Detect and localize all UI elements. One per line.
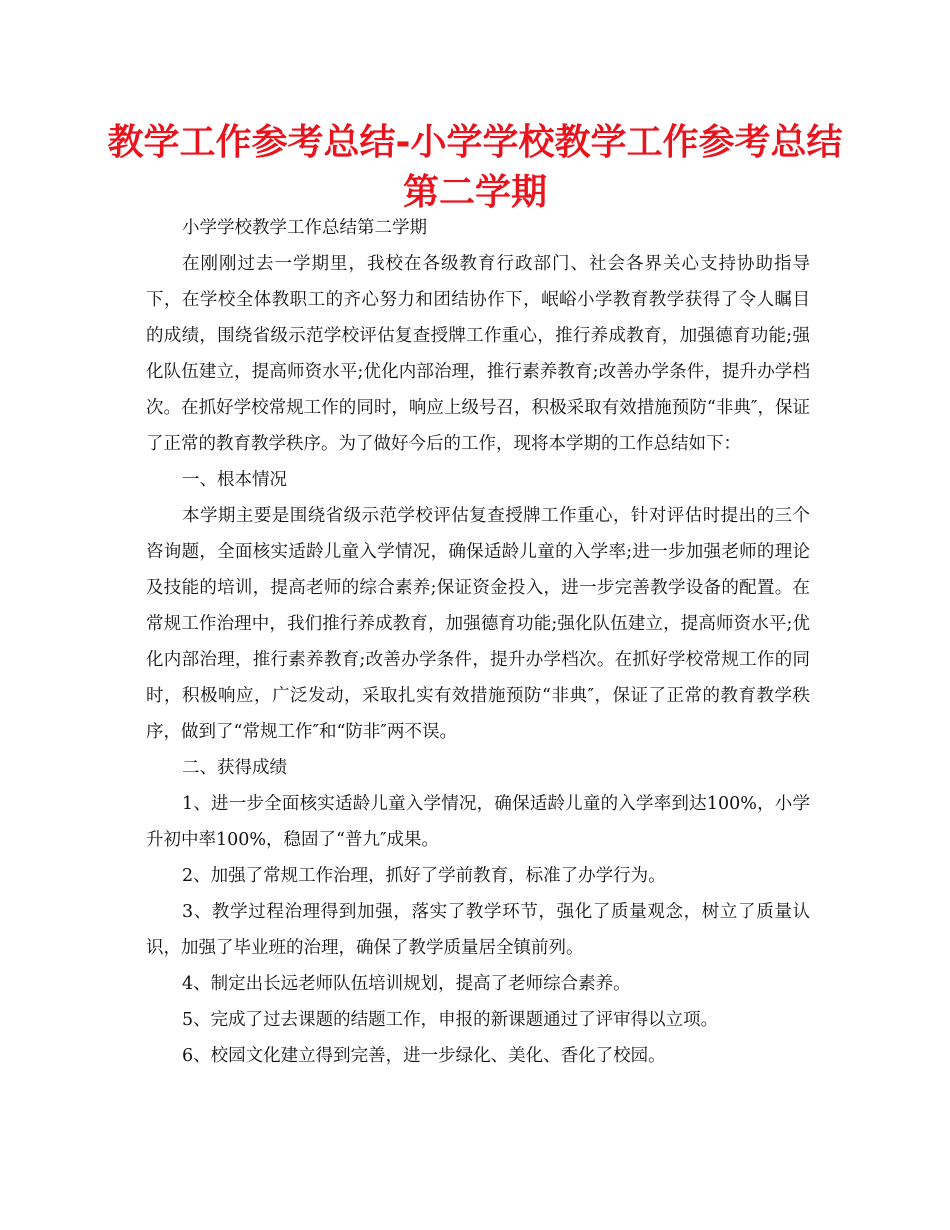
achievement-item: 4、制定出长远老师队伍培训规划，提高了老师综合素养。 [182, 974, 631, 994]
section-heading-achievements: 二、获得成绩 [182, 758, 287, 778]
paragraph-subtitle: 小学学校教学工作总结第二学期 [182, 218, 427, 238]
achievement-item: 6、校园文化建立得到完善，进一步绿化、美化、香化了校园。 [182, 1046, 666, 1066]
document-body [146, 210, 810, 1074]
achievement-item: 3、教学过程治理得到加强，落实了教学环节，强化了质量观念，树立了质量认识，加强了毕业班的治理，确保了教学质量居全镇前列。 [146, 902, 810, 958]
achievement-item: 2、加强了常规工作治理，抓好了学前教育，标准了办学行为。 [182, 866, 666, 886]
achievement-item: 1、进一步全面核实适龄儿童入学情况，确保适龄儿童的入学率到达100%，小学升初中率100%，稳固了“普九″成果。 [146, 794, 810, 850]
paragraph-intro: 在刚刚过去一学期里，我校在各级教育行政部门、社会各界关心支持协助指导下，在学校全体教职工的齐心努力和团结协作下，岷峪小学教育教学获得了令人瞩目的成绩，围绕省级示范学校评估复查授牌工作重心，推行养成教育，加强德育功能;强化队伍建立，提高师资水平;优化内部治理，推行素养教育;改善办学条件，提升办学档次。在抓好学校常规工作的同时，响应上级号召，积极采取有效措施预防“非典″，保证了正常的教育教学秩序。为了做好今后的工作，现将本学期的工作总结如下： [146, 254, 810, 454]
paragraph-basic-situation: 本学期主要是围绕省级示范学校评估复查授牌工作重心，针对评估时提出的三个咨询题，全面核实适龄儿童入学情况，确保适龄儿童的入学率;进一步加强老师的理论及技能的培训，提高老师的综合素养;保证资金投入，进一步完善教学设备的配置。在常规工作治理中，我们推行养成教育，加强德育功能;强化队伍建立，提高师资水平;优化内部治理，推行素养教育;改善办学条件，提升办学档次。在抓好学校常规工作的同时，积极响应，广泛发动，采取扎实有效措施预防“非典″，保证了正常的教育教学秩序，做到了“常规工作″和“防非″两不误。 [146, 506, 810, 742]
section-heading-basic-situation: 一、根本情况 [182, 470, 287, 490]
achievement-item: 5、完成了过去课题的结题工作，申报的新课题通过了评审得以立项。 [182, 1010, 719, 1030]
document-title: 教学工作参考总结-小学学校教学工作参考总结第二学期 [107, 122, 843, 213]
